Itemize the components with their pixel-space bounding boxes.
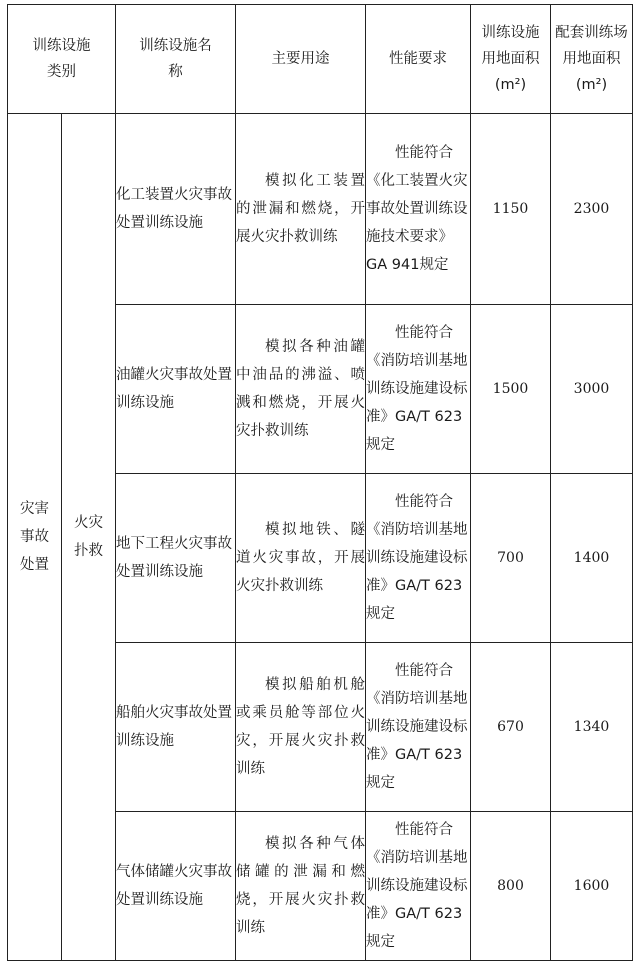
category-secondary: 火灾扑救 [73, 515, 103, 559]
facility-name: 化工装置火灾事故处置训练设施 [116, 114, 236, 305]
header-area-support-unit: (m²) [575, 77, 608, 93]
facility-use: 模拟各种油罐中油品的沸溢、喷溅和燃烧，开展火灾扑救训练 [236, 305, 366, 474]
header-performance: 性能要求 [366, 5, 471, 114]
facility-performance: 性能符合《消防培训基地训练设施建设标准》GA/T 623规定 [366, 474, 471, 643]
header-area-main-unit: (m²) [494, 77, 527, 93]
facility-use: 模拟地铁、隧道火灾事故，开展火灾扑救训练 [236, 474, 366, 643]
facility-table [7, 4, 633, 961]
facility-performance: 性能符合《消防培训基地训练设施建设标准》GA/T 623规定 [366, 643, 471, 812]
area-main: 800 [471, 812, 551, 961]
area-support: 1600 [551, 812, 633, 961]
header-area-main-label: 训练设施用地面积 [481, 25, 540, 67]
facility-name: 地下工程火灾事故处置训练设施 [116, 474, 236, 643]
facility-performance: 性能符合《消防培训基地训练设施建设标准》GA/T 623规定 [366, 305, 471, 474]
table-row [8, 114, 633, 305]
header-name: 训练设施名称 [116, 5, 236, 114]
category-primary: 灾害事故处置 [19, 501, 49, 573]
facility-name: 油罐火灾事故处置训练设施 [116, 305, 236, 474]
facility-performance: 性能符合《化工装置火灾事故处置训练设施技术要求》GA 941规定 [366, 114, 471, 305]
facility-performance: 性能符合《消防培训基地训练设施建设标准》GA/T 623规定 [366, 812, 471, 961]
area-support: 3000 [551, 305, 633, 474]
area-main: 700 [471, 474, 551, 643]
area-main: 1150 [471, 114, 551, 305]
facility-name: 船舶火灾事故处置训练设施 [116, 643, 236, 812]
area-main: 1500 [471, 305, 551, 474]
area-support: 1340 [551, 643, 633, 812]
header-use: 主要用途 [236, 5, 366, 114]
header-area-support-label: 配套训练场用地面积 [555, 25, 628, 67]
facility-name: 气体储罐火灾事故处置训练设施 [116, 812, 236, 961]
table-header-row [8, 5, 633, 114]
area-main: 670 [471, 643, 551, 812]
area-support: 1400 [551, 474, 633, 643]
facility-use: 模拟各种气体储罐的泄漏和燃烧，开展火灾扑救训练 [236, 812, 366, 961]
header-category: 训练设施类别 [8, 5, 116, 114]
header-area-main [471, 5, 551, 114]
facility-use: 模拟船舶机舱或乘员舱等部位火灾，开展火灾扑救训练 [236, 643, 366, 812]
facility-use: 模拟化工装置的泄漏和燃烧，开展火灾扑救训练 [236, 114, 366, 305]
area-support: 2300 [551, 114, 633, 305]
header-area-support [551, 5, 633, 114]
category-cell [8, 114, 116, 961]
